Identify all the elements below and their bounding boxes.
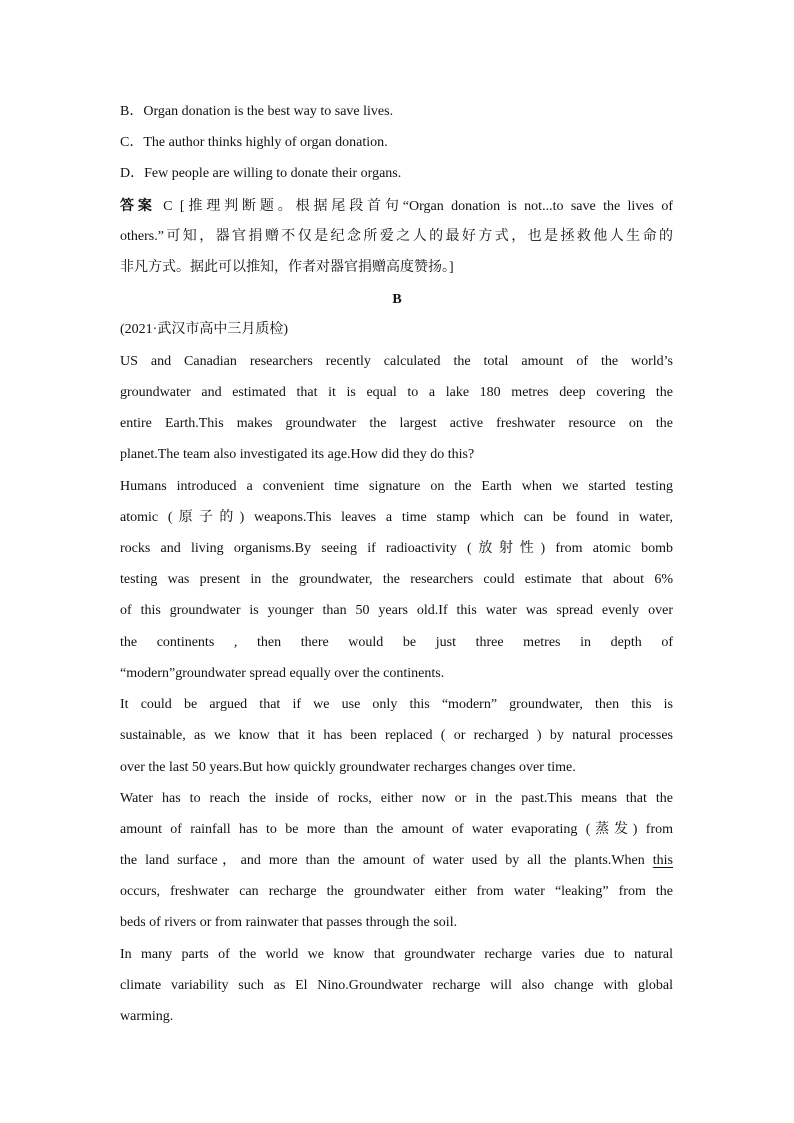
paragraph-3-line-2: sustainable, as we know that it has been replaced ( or recharged ) by natural processes bbox=[120, 728, 673, 743]
paragraph-2-line-3: rocks and living organisms.By seeing if radioactivity (放射性) from atomic bomb bbox=[120, 541, 673, 556]
paragraph-1-line-4: planet.The team also investigated its age.How did they do this? bbox=[120, 447, 475, 462]
paragraph-2-line-4: testing was present in the groundwater, the researchers could estimate that about 6% bbox=[120, 572, 673, 587]
answer-label: 答案 bbox=[120, 198, 156, 214]
underlined-word-this: this bbox=[652, 853, 674, 868]
paragraph-4-line-5: beds of rivers or from rainwater that passes through the soil. bbox=[120, 915, 458, 930]
paragraph-1-line-3: entire Earth.This makes groundwater the largest active freshwater resource on the bbox=[120, 416, 673, 431]
paragraph-5-line-3: warming. bbox=[120, 1009, 174, 1024]
option-d: D．Few people are willing to donate their organs. bbox=[120, 166, 402, 181]
answer-explanation-1: [推理判断题。根据尾段首句“Organ donation is not...to save the lives of bbox=[179, 199, 674, 214]
paragraph-4-line-2: amount of rainfall has to be more than the amount of water evaporating (蒸发) from bbox=[120, 822, 673, 837]
paragraph-1-line-2: groundwater and estimated that it is equal to a lake 180 metres deep covering the bbox=[120, 385, 673, 400]
answer-choice: C bbox=[163, 199, 173, 214]
paragraph-4-line-3 bbox=[120, 851, 673, 871]
paragraph-5-line-2: climate variability such as El Nino.Groundwater recharge will also change with global bbox=[120, 978, 673, 993]
paragraph-1-line-1: US and Canadian researchers recently calculated the total amount of the world’s bbox=[120, 354, 673, 369]
passage-source: (2021·武汉市高中三月质检) bbox=[120, 322, 288, 337]
answer-line-3: 非凡方式。据此可以推知，作者对器官捐赠高度赞扬。] bbox=[120, 260, 454, 275]
answer-line-2: others.”可知，器官捐赠不仅是纪念所爱之人的最好方式，也是拯救他人生命的 bbox=[120, 229, 673, 244]
section-title: B bbox=[392, 292, 402, 307]
paragraph-2-line-2: atomic (原子的) weapons.This leaves a time stamp which can be found in water, bbox=[120, 510, 673, 525]
answer-line-1 bbox=[120, 196, 673, 217]
option-b: B．Organ donation is the best way to save lives. bbox=[120, 104, 394, 119]
paragraph-4-line-4: occurs, freshwater can recharge the groundwater either from water “leaking” from the bbox=[120, 884, 673, 899]
paragraph-3-line-1: It could be argued that if we use only this “modern” groundwater, then this is bbox=[120, 697, 673, 712]
paragraph-2-line-5: of this groundwater is younger than 50 years old.If this water was spread evenly over bbox=[120, 603, 673, 618]
paragraph-2-line-6: the continents , then there would be just three metres in depth of bbox=[120, 635, 673, 650]
paragraph-4-line-1: Water has to reach the inside of rocks, either now or in the past.This means that the bbox=[120, 791, 673, 806]
paragraph-2-line-7: “modern”groundwater spread equally over the continents. bbox=[120, 666, 445, 681]
option-c: C．The author thinks highly of organ donation. bbox=[120, 135, 388, 150]
paragraph-3-line-3: over the last 50 years.But how quickly groundwater recharges changes over time. bbox=[120, 760, 576, 775]
paragraph-2-line-1: Humans introduced a convenient time signature on the Earth when we started testing bbox=[120, 479, 673, 494]
paragraph-5-line-1: In many parts of the world we know that groundwater recharge varies due to natural bbox=[120, 947, 673, 962]
paragraph-4-line-3-text: the land surface，and more than the amount of water used by all the plants.When bbox=[120, 853, 645, 868]
